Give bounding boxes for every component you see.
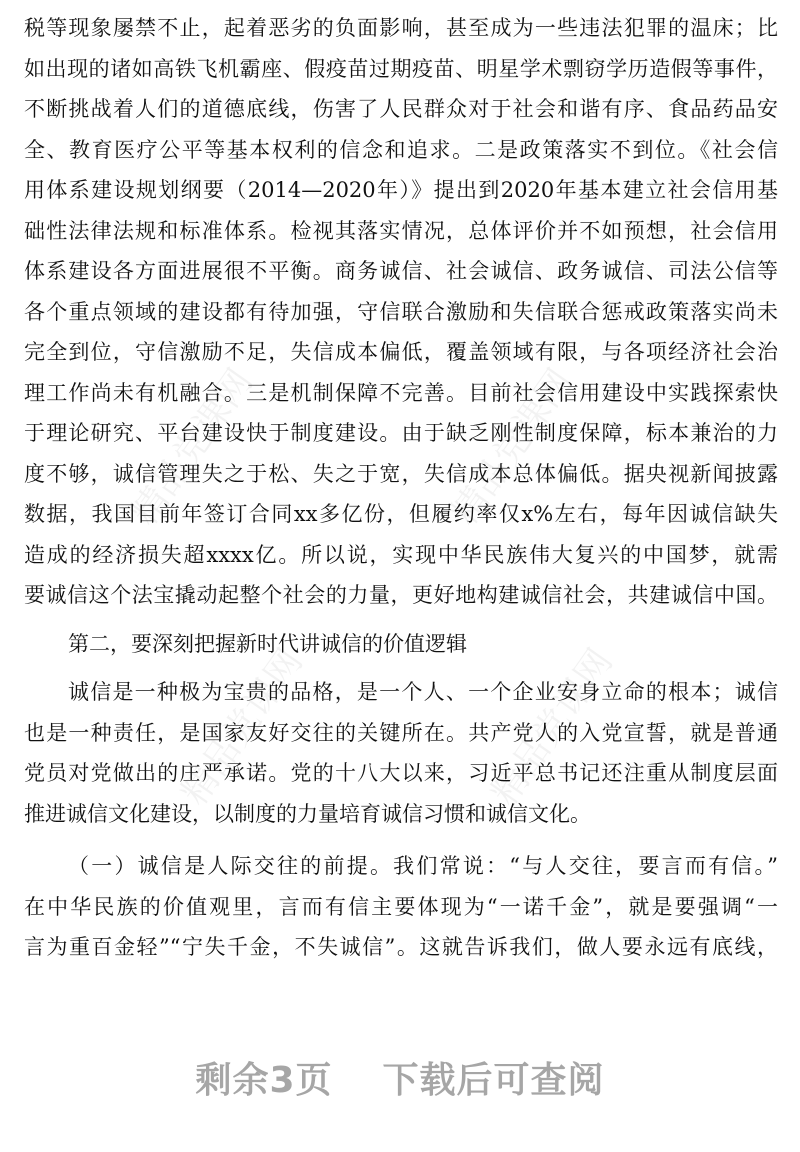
remaining-pages-label: 剩余3页 <box>195 1060 333 1101</box>
text-line: 完全到位，守信激励不足，失信成本偏低，覆盖领域有限，与各项经济社会治 <box>24 340 778 364</box>
watermark: 精品党课网 <box>124 361 261 533</box>
text-line: 也是一种责任，是国家友好交往的关键所在。共产党人的入党宣誓，就是普通 <box>24 720 778 745</box>
watermark: 精品党课网 <box>444 361 581 533</box>
text-line: 用体系建设规划纲要（2014—2020年）》提出到2020年基本建立社会信用基 <box>24 178 778 202</box>
section-heading: 第二，要深刻把握新时代讲诚信的价值逻辑 <box>68 631 467 656</box>
text-line: 不断挑战着人们的道德底线，伤害了人民群众对于社会和谐有序、食品药品安 <box>24 97 778 121</box>
text-line: 在中华民族的价值观里，言而有信主要体现为“一诺千金”，就是要强调“一 <box>24 894 778 919</box>
text-line: 数据，我国目前年签订合同xx多亿份，但履约率仅x%左右，每年因诚信缺失 <box>24 502 778 526</box>
text-line: 如出现的诸如高铁飞机霸座、假疫苗过期疫苗、明星学术剽窃学历造假等事件， <box>24 56 778 81</box>
text-line: 党员对党做出的庄严承诺。党的十八大以来，习近平总书记还注重从制度层面 <box>24 761 778 785</box>
watermark: 精品党课网 <box>174 641 311 813</box>
text-line: 础性法律法规和标准体系。检视其落实情况，总体评价并不如预想，社会信用 <box>24 218 778 243</box>
text-line: 于理论研究、平台建设快于制度建设。由于缺乏刚性制度保障，标本兼治的力 <box>24 421 778 445</box>
download-prompt-label: 下载后可查阅 <box>382 1060 605 1101</box>
paragraph <box>24 8 778 616</box>
download-to-read-more-banner[interactable] <box>0 1052 800 1103</box>
text-line: 要诚信这个法宝撬动起整个社会的力量，更好地构建诚信社会，共建诚信中国。 <box>24 583 778 607</box>
text-line: 税等现象屡禁不止，起着恶劣的负面影响，甚至成为一些违法犯罪的温床；比 <box>24 16 778 40</box>
document-page <box>24 8 778 968</box>
text-line: 言为重百金轻”“宁失千金，不失诚信”。这就告诉我们，做人要永远有底线， <box>24 935 778 959</box>
watermark: 精品党课网 <box>484 641 621 813</box>
paragraph <box>24 672 778 834</box>
text-line: 诚信是一种极为宝贵的品格，是一个人、一个企业安身立命的根本；诚信 <box>68 680 778 704</box>
text-line: 全、教育医疗公平等基本权利的信念和追求。二是政策落实不到位。《社会信 <box>24 137 778 162</box>
text-line: 度不够，诚信管理失之于松、失之于宽，失信成本总体偏低。据央视新闻披露 <box>24 461 778 486</box>
text-line: 体系建设各方面进展很不平衡。商务诚信、社会诚信、政务诚信、司法公信等 <box>24 259 778 283</box>
text-line: 造成的经济损失超xxxx亿。所以说，实现中华民族伟大复兴的中国梦，就需 <box>24 542 778 567</box>
paragraph <box>24 846 778 968</box>
text-line: （一）诚信是人际交往的前提。我们常说：“与人交往，要言而有信。” <box>68 854 778 878</box>
text-line: 推进诚信文化建设，以制度的力量培育诚信习惯和诚信文化。 <box>24 801 591 826</box>
text-line: 理工作尚未有机融合。三是机制保障不完善。目前社会信用建设中实践探索快 <box>24 380 778 405</box>
text-line: 各个重点领域的建设都有待加强，守信联合激励和失信联合惩戒政策落实尚未 <box>24 299 778 324</box>
